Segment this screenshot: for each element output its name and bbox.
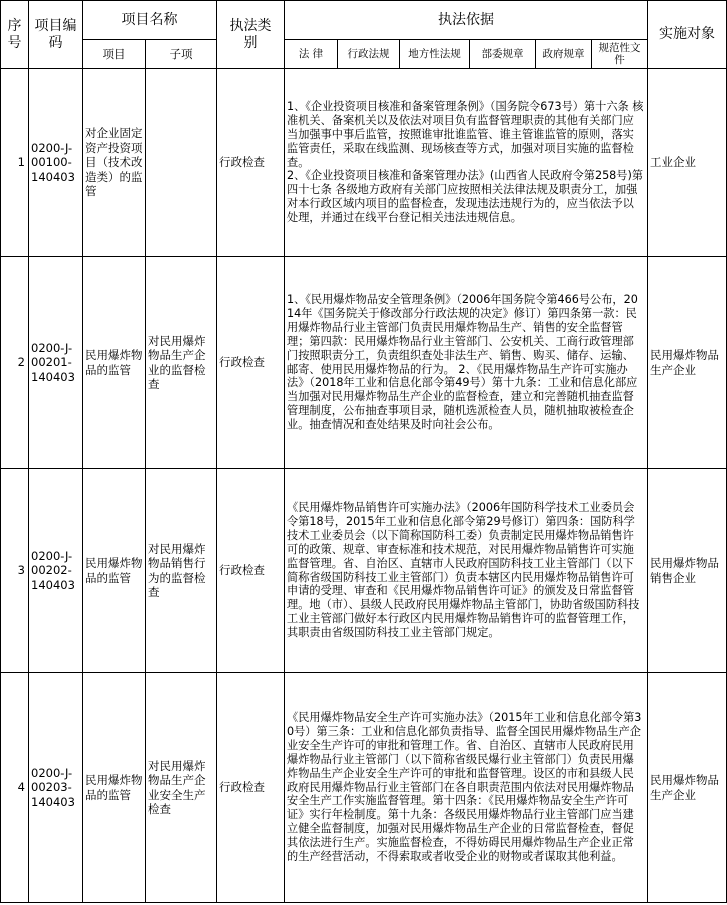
header-name-group: 项目名称 <box>83 1 217 40</box>
item-name: 民用爆炸物品的监管 <box>83 673 146 903</box>
table-row <box>1 673 727 903</box>
header-dept-rule: 部委规章 <box>470 40 536 69</box>
header-seq: 序 号 <box>1 1 29 69</box>
enforcement-basis: 《民用爆炸物品销售许可实施办法》（2006年国防科学技术工业委员会令第18号，2015年工业和信息化部令第29号修订）第四条：国防科学技术工业委员会（以下简称国防科工委）负责制定民用爆炸物品销售许可的政策、规章、审查标准和技术规范，对民用爆炸物品销售许可实施监督管理。省、自治区、直辖市人民政府国防科技工业主管部门（以下简称省级国防科技工业主管部门）负责本辖区内民用爆炸物品销售许可申请的受理、审查和《民用爆炸物品销售许可证》的颁发及日常监督管理。地（市）、县级人民政府民用爆炸物品主管部门，协助省级国防科技工业主管部门做好本行政区内民用爆炸物品销售许可的监督管理工作，其职责由省级国防科技工业主管部门规定。 <box>285 469 648 673</box>
subitem-name: 对民用爆炸物品生产企业的监督检查 <box>146 257 217 469</box>
subitem-name <box>146 69 217 257</box>
subitem-name: 对民用爆炸物品销售行为的监督检查 <box>146 469 217 673</box>
header-basis-group: 执法依据 <box>285 1 648 40</box>
enforcement-basis: 《民用爆炸物品安全生产许可实施办法》（2015年工业和信息化部令第30号）第三条：工业和信息化部负责指导、监督全国民用爆炸物品生产企业安全生产许可的审批和管理工作。省、自治区、直辖市人民政府民用爆炸物品行业主管部门（以下简称省级民爆行业主管部门）负责民用爆炸物品生产企业安全生产许可的审批和监督管理。设区的市和县级人民政府民用爆炸物品行业主管部门在各自职责范围内依法对民用爆炸物品安全生产工作实施监督管理。第十四条：《民用爆炸物品安全生产许可证》实行年检制度。第十九条：各级民用爆炸物品行业主管部门应当建立健全监督制度，加强对民用爆炸物品生产企业的日常监督检查，督促其依法进行生产。实施监督检查，不得妨碍民用爆炸物品生产企业正常的生产经营活动，不得索取或者收受企业的财物或者谋取其他利益。 <box>285 673 648 903</box>
implementation-target: 民用爆炸物品生产企业 <box>648 673 727 903</box>
item-name: 对企业固定资产投资项目（技术改造类）的监管 <box>83 69 146 257</box>
header-category: 执法类 别 <box>217 1 285 69</box>
item-code: 0200-J- 00201- 140403 <box>29 257 83 469</box>
row-number: 2 <box>1 257 29 469</box>
header-normative: 规范性文 件 <box>592 40 648 69</box>
implementation-target: 民用爆炸物品生产企业 <box>648 257 727 469</box>
header-item: 项目 <box>83 40 146 69</box>
header-local-reg: 地方性法规 <box>400 40 470 69</box>
header-subitem: 子项 <box>146 40 217 69</box>
enforcement-basis: 1、《企业投资项目核准和备案管理条例》（国务院令673号）第十六条 核准机关、备案机关以及依法对项目负有监督管理职责的其他有关部门应当加强事中事后监管，按照谁审批谁监管、谁主管谁监管的原则，落实监管责任，采取在线监测、现场核查等方式，加强对项目实施的监督检查。 2、《企业投资项目核准和备案管理办法》(山西省人民政府令第258号)第四十七条 各级地方政府有关部门应按照相关法律法规及职责分工，加强对本行政区域内项目的监督检查，发现违法违规行为的，应当依法予以处理，并通过在线平台登记相关违法违规信息。 <box>285 69 648 257</box>
header-gov-rule: 政府规章 <box>536 40 592 69</box>
item-code: 0200-J- 00202- 140403 <box>29 469 83 673</box>
enforcement-category: 行政检查 <box>217 673 285 903</box>
header-admin-reg: 行政法规 <box>338 40 400 69</box>
table-row <box>1 257 727 469</box>
item-code: 0200-J- 00203- 140403 <box>29 673 83 903</box>
header-law: 法 律 <box>285 40 338 69</box>
subitem-name: 对民用爆炸物品生产企业安全生产检查 <box>146 673 217 903</box>
item-code: 0200-J- 00100- 140403 <box>29 69 83 257</box>
implementation-target: 工业企业 <box>648 69 727 257</box>
enforcement-category: 行政检查 <box>217 69 285 257</box>
table-row <box>1 69 727 257</box>
enforcement-basis: 1、《民用爆炸物品安全管理条例》（2006年国务院令第466号公布，2014年《国务院关于修改部分行政法规的决定》修订）第四条第一款：民用爆炸物品行业主管部门负责民用爆炸物品生产、销售的安全监督管理；第四款：民用爆炸物品行业主管部门、公安机关、工商行政管理部门按照职责分工，负责组织查处非法生产、销售、购买、储存、运输、邮寄、使用民用爆炸物品的行为。 2、《民用爆炸物品生产许可实施办法》（2018年工业和信息化部令第49号）第十九条：工业和信息化部应当加强对民用爆炸物品生产企业的监督检查，建立和完善随机抽查监督管理制度，公布抽查事项目录，随机选派检查人员，随机抽取被检查企业。抽查情况和查处结果及时向社会公布。 <box>285 257 648 469</box>
item-name: 民用爆炸物品的监管 <box>83 257 146 469</box>
row-number: 4 <box>1 673 29 903</box>
implementation-target: 民用爆炸物品销售企业 <box>648 469 727 673</box>
row-number: 1 <box>1 69 29 257</box>
row-number: 3 <box>1 469 29 673</box>
enforcement-category: 行政检查 <box>217 257 285 469</box>
header-target: 实施对象 <box>648 1 727 69</box>
item-name: 民用爆炸物品的监管 <box>83 469 146 673</box>
enforcement-category: 行政检查 <box>217 469 285 673</box>
header-code: 项目编 码 <box>29 1 83 69</box>
table-row <box>1 469 727 673</box>
